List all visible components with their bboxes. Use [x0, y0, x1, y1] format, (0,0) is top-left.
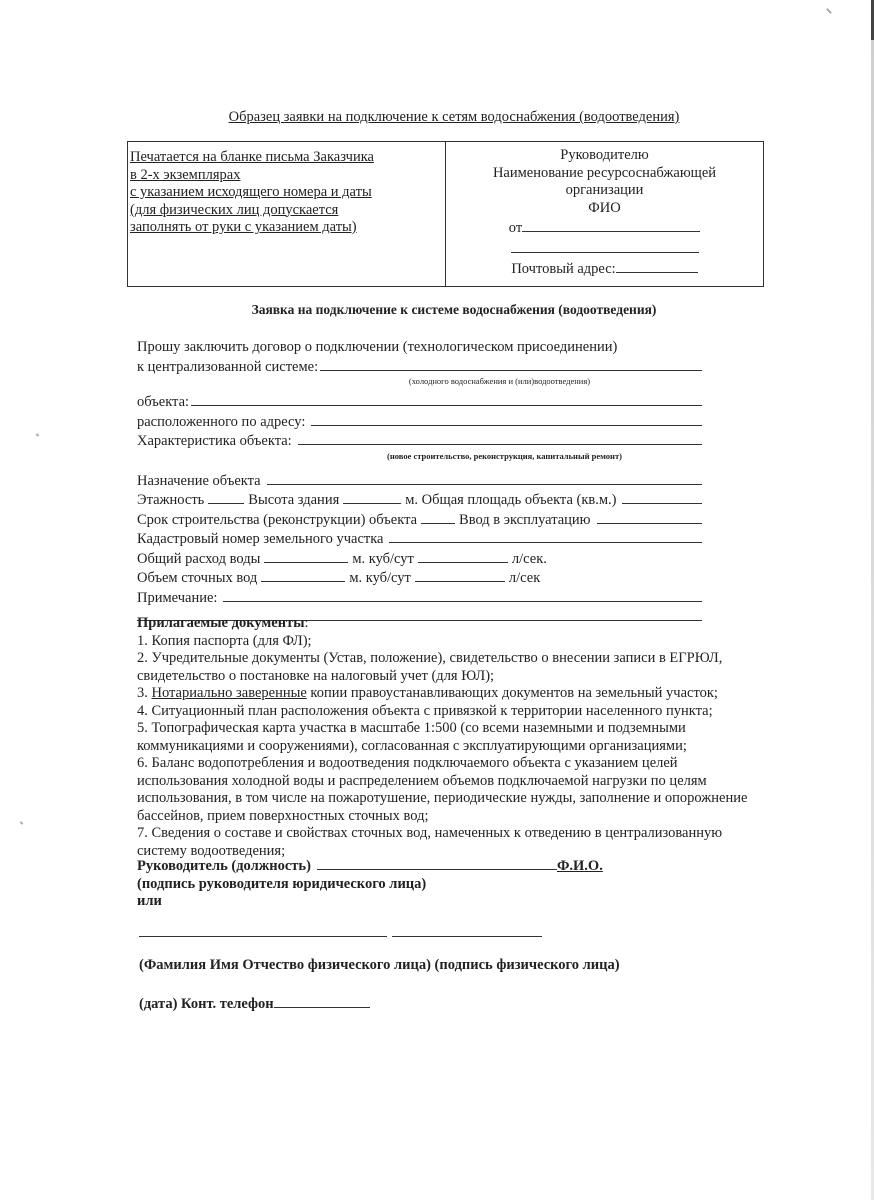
doc-item: 1. Копия паспорта (для ФЛ); [137, 632, 312, 649]
postal-label: Почтовый адрес: [511, 261, 616, 277]
floors-label: Этажность [137, 492, 205, 508]
system-field[interactable] [137, 357, 702, 377]
water-row [137, 549, 702, 569]
cadastral-field[interactable] [137, 529, 702, 549]
note-label: Примечание: [137, 589, 218, 606]
address-label: расположенного по адресу: [137, 413, 306, 430]
purpose-field[interactable] [137, 471, 702, 491]
waste-row [137, 568, 702, 588]
note-line: с указанием исходящего номера и даты [130, 184, 372, 200]
addressee-line: Руководителю [560, 147, 649, 163]
term-label: Срок строительства (реконструкции) объекта [137, 511, 418, 528]
phone-field[interactable] [139, 994, 370, 1013]
unit-label: л/сек. [511, 550, 547, 567]
doc-item [137, 685, 787, 703]
water-day-blank[interactable] [264, 549, 348, 563]
individual-label: (Фамилия Имя Отчество физического лица) (подпись физического лица) [139, 957, 620, 973]
addressee-line: организации [565, 182, 644, 198]
doc-item: 7. Сведения о составе и свойствах сточных вод, намеченных к отведению в централизованную [137, 825, 723, 841]
note-field[interactable] [137, 588, 702, 608]
phone-blank[interactable] [274, 994, 370, 1008]
system-label: к централизованной системе: [137, 358, 319, 375]
characteristic-hint: (новое строительство, реконструкция, капитальный ремонт) [387, 450, 622, 461]
letterhead-note [128, 142, 446, 286]
legal-sign-label: (подпись руководителя юридического лица) [137, 875, 427, 892]
doc-emphasis: Нотариально заверенные [151, 685, 307, 701]
doc-item: коммуникациями и сооружениями), согласованная с эксплуатирующими организациями; [137, 737, 687, 754]
object-blank[interactable] [191, 392, 702, 406]
docs-heading-colon: : [304, 615, 309, 631]
fio-label: Ф.И.О. [556, 858, 603, 874]
addressee-line: Наименование ресурсоснабжающей [492, 164, 717, 181]
water-label: Общий расход воды [137, 550, 261, 567]
object-field[interactable] [137, 392, 702, 412]
system-hint: (холодного водоснабжения и (или)водоотведения) [408, 376, 591, 386]
scan-mark [36, 433, 40, 437]
doc-item: систему водоотведения; [137, 842, 286, 859]
docs-heading: Прилагаемые документы [137, 615, 305, 631]
addressee-block [446, 142, 763, 286]
unit-label: м. куб/сут [352, 550, 414, 567]
waste-label: Объем сточных вод [137, 570, 258, 586]
application-form [137, 339, 702, 624]
phone-label: (дата) Конт. телефон [139, 996, 274, 1012]
individual-signature-lines [139, 935, 542, 937]
doc-item: 4. Ситуационный план расположения объекта с привязкой к территории населенного пункта; [137, 702, 713, 719]
address-field[interactable] [137, 412, 702, 432]
doc-num: 3. [137, 685, 152, 701]
individual-name-blank[interactable] [139, 935, 387, 937]
doc-item: 5. Топографическая карта участка в масштабе 1:500 (со всеми наземными и подземными [137, 720, 686, 736]
term-blank[interactable] [421, 510, 455, 524]
doc-text: копии правоустанавливающих документов на земельный участок; [306, 685, 718, 701]
intro-text: Прошу заключить договор о подключении (технологическом присоединении) [137, 339, 618, 355]
waste-sec-blank[interactable] [415, 568, 505, 582]
system-blank[interactable] [320, 357, 702, 371]
unit-label: л/сек [508, 570, 541, 586]
postal-field[interactable] [446, 258, 763, 279]
characteristic-label: Характеристика объекта: [137, 433, 292, 449]
header-boxes [127, 141, 764, 287]
characteristic-blank[interactable] [298, 431, 702, 445]
note-line: Печатается на бланке письма Заказчика [130, 149, 374, 165]
object-label: объекта: [137, 394, 190, 410]
cadastral-blank[interactable] [389, 529, 702, 543]
postal-blank[interactable] [616, 258, 698, 273]
area-blank[interactable] [622, 490, 702, 504]
height-label: Высота здания [248, 492, 340, 508]
floors-blank[interactable] [208, 490, 244, 504]
individual-sign-blank[interactable] [392, 935, 542, 937]
note-line: (для физических лиц допускается [130, 201, 339, 218]
from-label: от [508, 220, 523, 236]
attached-documents [137, 615, 787, 860]
height-blank[interactable] [343, 490, 401, 504]
address-blank[interactable] [311, 412, 702, 426]
scan-mark [826, 8, 832, 14]
term-row [137, 510, 702, 530]
commission-blank[interactable] [597, 510, 702, 524]
doc-item: свидетельство о постановке на налоговый учет (для ЮЛ); [137, 667, 495, 684]
signature-block [137, 856, 637, 911]
note-blank[interactable] [223, 588, 702, 602]
area-label: м. Общая площадь объекта (кв.м.) [405, 492, 617, 508]
cadastral-label: Кадастровый номер земельного участка [137, 531, 384, 547]
water-sec-blank[interactable] [418, 549, 508, 563]
doc-item: 2. Учредительные документы (Устав, положение), свидетельство о внесении записи в ЕГРЮЛ, [137, 650, 723, 666]
from-blank-2[interactable] [511, 238, 699, 253]
addressee-line: ФИО [588, 199, 621, 216]
doc-item: бассейнов, прием поверхностных сточных вод; [137, 807, 429, 824]
commission-label: Ввод в эксплуатацию [459, 511, 591, 528]
note-line: заполнять от руки с указанием даты) [130, 219, 357, 235]
purpose-label: Назначение объекта [137, 472, 261, 489]
from-blank[interactable] [522, 217, 700, 232]
head-position-blank[interactable] [317, 856, 557, 870]
purpose-blank[interactable] [267, 471, 702, 485]
doc-item: использования, в том числе на пожаротушение, периодические нужды, заполнение и опорожнение [137, 790, 748, 806]
head-label: Руководитель (должность) [137, 858, 311, 874]
or-label: или [137, 893, 162, 909]
floors-row [137, 490, 702, 510]
unit-label: м. куб/сут [349, 570, 411, 586]
from-field[interactable] [446, 217, 763, 238]
application-heading: Заявка на подключение к системе водоснабжения (водоотведения) [251, 302, 657, 317]
document-title: Образец заявки на подключение к сетям водоснабжения (водоотведения) [228, 109, 680, 125]
scan-mark [20, 821, 24, 825]
note-line: в 2-х экземплярах [130, 166, 241, 183]
waste-day-blank[interactable] [261, 568, 345, 582]
characteristic-field[interactable] [137, 431, 702, 451]
doc-item: использования холодной воды и распределением объемов подключаемой нагрузки по целям [137, 772, 707, 789]
doc-item: 6. Баланс водопотребления и водоотведения подключаемого объекта с указанием целей [137, 755, 678, 771]
